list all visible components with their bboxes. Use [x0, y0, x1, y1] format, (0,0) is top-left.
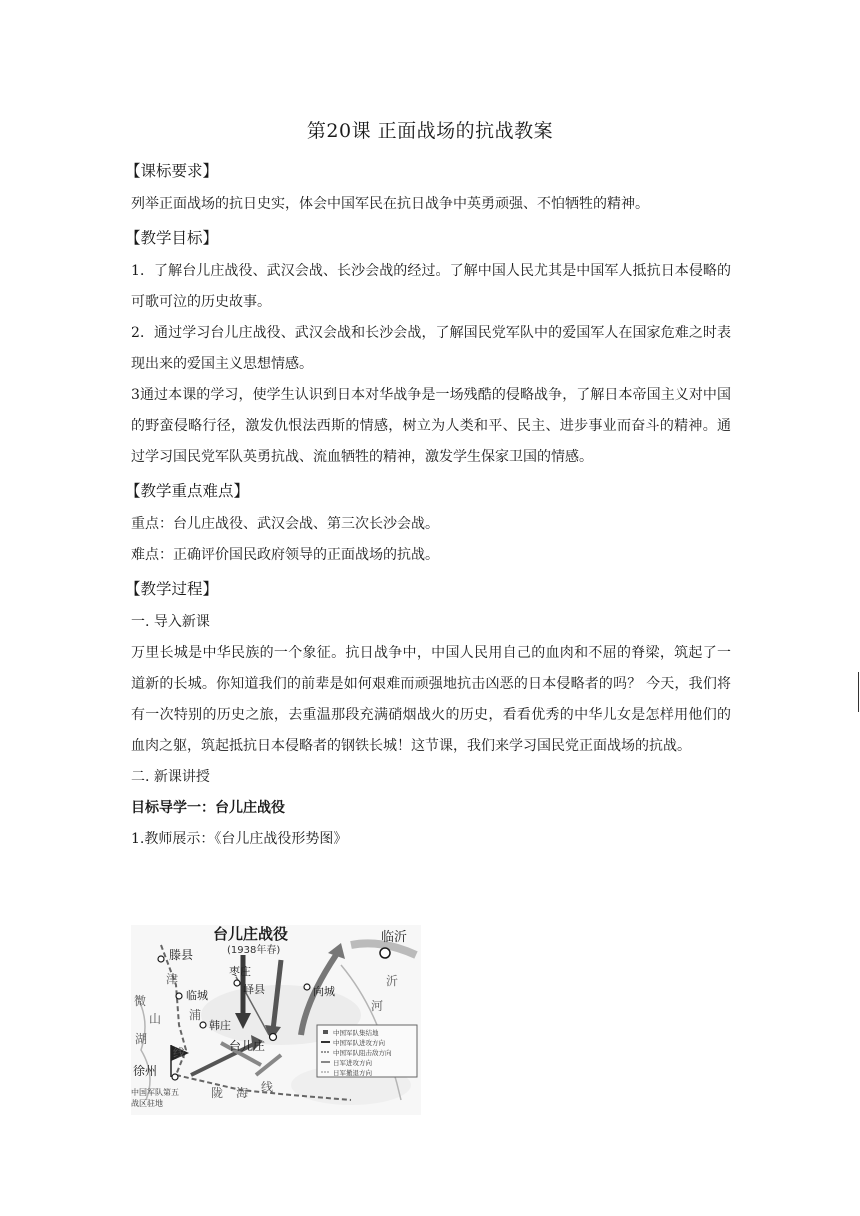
legend-item-1: 中国军队集结地 [333, 1029, 379, 1037]
place-tengxian: 滕县 [169, 948, 194, 962]
place-xuzhou: 徐州 [133, 1064, 158, 1078]
section-heading-keypoints: 【教学重点难点】 [125, 482, 250, 500]
marker-lincheng [176, 993, 182, 999]
label-xian1: 线 [173, 1046, 186, 1060]
marker-zaozhuang [234, 980, 240, 986]
legend-item-5: 日军撤退方向 [333, 1069, 372, 1077]
intro-title: 一. 导入新课 [131, 614, 210, 630]
battle-map-figure [131, 925, 421, 1115]
curriculum-text: 列举正面战场的抗日史实，体会中国军民在抗日战争中英勇顽强、不怕牺牲的精神。 [131, 196, 649, 212]
base-note-2: 战区驻地 [131, 1099, 163, 1108]
legend-item-3: 中国军队阻击敌方向 [333, 1049, 392, 1057]
place-hanzhuang: 韩庄 [209, 1019, 231, 1032]
map-subtitle: (1938年春) [227, 945, 281, 956]
label-long: 陇 [211, 1086, 224, 1100]
teacher-show-1: 1.教师展示：《台儿庄战役形势图》 [131, 831, 348, 847]
marker-linyi [380, 948, 390, 958]
objective-item-2: 2．通过学习台儿庄战役、武汉会战和长沙会战，了解国民党军队中的爱国军人在国家危难之时表现出来的爱国主义思想情感。 [131, 325, 731, 372]
legend-item-2: 中国军队进攻方向 [333, 1039, 385, 1047]
section-heading-curriculum: 【课标要求】 [125, 162, 219, 180]
battle-map [131, 925, 421, 1115]
label-hu: 湖 [135, 1032, 148, 1046]
marker-xuzhou [172, 1074, 178, 1080]
intro-text: 万里长城是中华民族的一个象征。抗日战争中，中国人民用自己的血肉和不屈的脊梁，筑起了一道新的长城。你知道我们的前辈是如何艰难而顽强地抗击凶恶的日本侵略者的吗？ 今天，我们将有一次特别的历史之旅，去重温那段充满硝烟战火的历史，看看优秀的中华儿女是怎样用他们的血肉之躯，筑起抵抗日本侵略者的钢铁长城！这节课，我们来学习国民党正面战场的抗战。 [131, 645, 731, 754]
place-linyi: 临沂 [381, 930, 408, 945]
place-lincheng: 临城 [186, 989, 208, 1002]
goal-heading-1: 目标导学一：台儿庄战役 [131, 800, 285, 816]
label-yi: 沂 [386, 974, 399, 988]
legend-item-4: 日军进攻方向 [333, 1059, 372, 1067]
map-title: 台儿庄战役 [213, 925, 289, 943]
base-note-1: 中国军队第五 [131, 1088, 179, 1097]
page-title: 第20课 正面战场的抗战教案 [306, 120, 554, 142]
place-yixian: 峄县 [243, 983, 265, 996]
label-shan: 山 [149, 1012, 162, 1026]
label-he: 河 [371, 999, 384, 1013]
marker-hanzhuang [200, 1022, 206, 1028]
keypoint-focus: 重点：台儿庄战役、武汉会战、第三次长沙会战。 [131, 516, 439, 532]
label-xian2: 线 [261, 1080, 274, 1094]
label-wei: 微 [134, 994, 147, 1008]
section-heading-process: 【教学过程】 [125, 580, 219, 598]
marker-tengxian [158, 956, 164, 962]
label-jin: 津 [166, 972, 179, 986]
section-heading-objectives: 【教学目标】 [125, 229, 219, 247]
objective-item-3: 3通过本课的学习，使学生认识到日本对华战争是一场残酷的侵略战争，了解日本帝国主义对中国的野蛮侵略行径，激发仇恨法西斯的情感，树立为人类和平、民主、进步事业而奋斗的精神。通过学习国民党军队英勇抗战、流血牺牲的精神，激发学生保家卫国的情感。 [131, 387, 731, 465]
place-taierzhuang: 台儿庄 [229, 1039, 266, 1053]
marker-xiangcheng [304, 984, 310, 990]
document-body [125, 153, 731, 855]
objective-item-1: 1．了解台儿庄战役、武汉会战、长沙会战的经过。了解中国人民尤其是中国军人抵抗日本侵略的可歌可泣的历史故事。 [131, 263, 731, 310]
keypoint-difficulty: 难点：正确评价国民政府领导的正面战场的抗战。 [131, 547, 439, 563]
label-pu: 浦 [189, 1008, 202, 1022]
margin-mark [858, 672, 859, 712]
new-lesson-title: 二. 新课讲授 [131, 769, 210, 785]
marker-taierzhuang [270, 1034, 277, 1041]
place-zaozhuang: 枣庄 [229, 965, 251, 978]
place-xiangcheng: 向城 [313, 985, 335, 998]
label-hai: 海 [236, 1086, 249, 1100]
